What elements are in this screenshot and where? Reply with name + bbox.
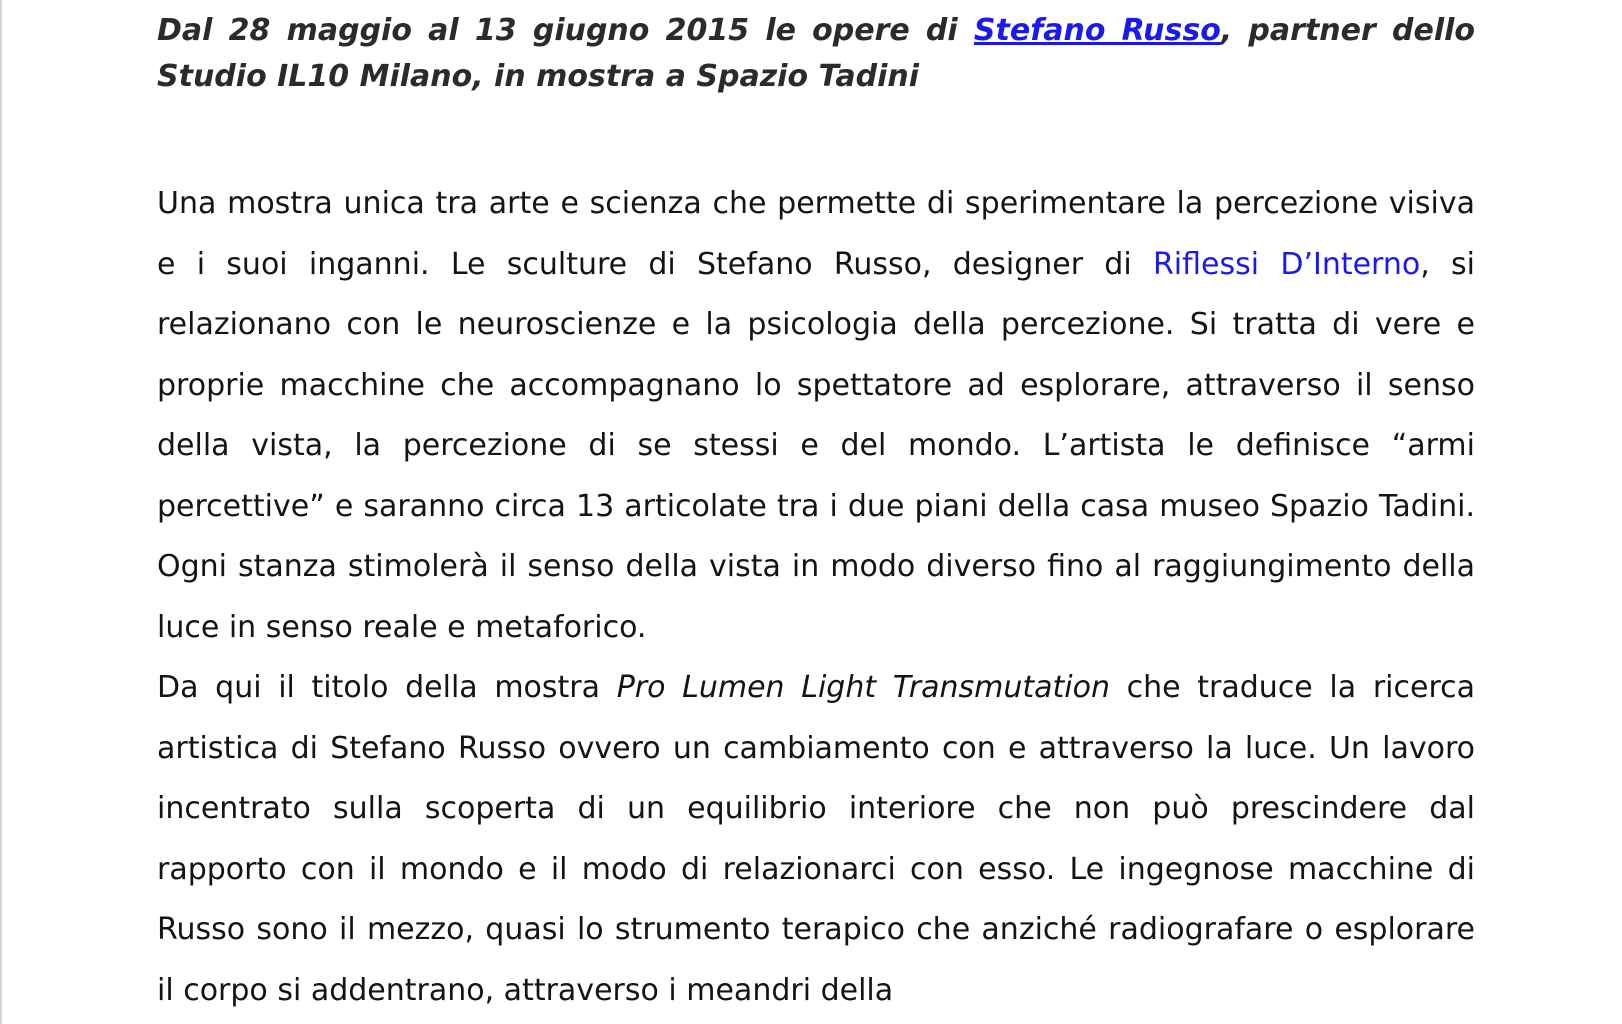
- paragraph1-part2: , si relazionano con le neuroscienze e la psicologia della percezione. Si tratta di vere e proprie macchine che accompagnano lo spettatore ad esplorare, attraverso il senso della vista, la percezione di se stessi e del mondo. L’artista le definisce “armi percettive” e saranno circa 13 articolate tra i due piani della casa museo Spazio Tadini. Ogni stanza stimolerà il senso della vista in modo diverso fino al raggiungimento della luce in senso reale e metaforico.: [157, 246, 1475, 645]
- intro-heading: [157, 8, 1475, 100]
- exhibition-title: Pro Lumen Light Transmutation: [616, 670, 1110, 705]
- paragraph1-part1: Una mostra unica tra arte e scienza che permette di sperimentare la percezione visiva e i suoi inganni. Le sculture di Stefano Russo, designer di: [157, 186, 1475, 282]
- intro-suffix: , partner dello Studio IL10 Milano, in mostra a Spazio Tadini: [157, 13, 1475, 94]
- paragraph2-part1: Da qui il titolo della mostra: [157, 670, 617, 705]
- paragraph-exhibition-title: [157, 658, 1475, 1021]
- stefano-russo-link[interactable]: Stefano Russo: [973, 13, 1221, 48]
- paragraph2-part2: che traduce la ricerca artistica di Stefano Russo ovvero un cambiamento con e attraverso la luce. Un lavoro incentrato sulla scoperta di un equilibrio interiore che non può prescindere dal rapporto con il mondo e il modo di relazionarci con esso. Le ingegnose macchine di Russo sono il mezzo, quasi lo strumento terapico che anziché radiografare o esplorare il corpo si addentrano, attraverso i meandri della: [157, 670, 1475, 1008]
- intro-prefix: Dal 28 maggio al 13 giugno 2015 le opere di: [157, 13, 974, 48]
- document-content: [157, 8, 1475, 1021]
- paragraph-exhibition-description: [157, 174, 1475, 658]
- riflessi-dinterno-link[interactable]: Riflessi D’Interno: [1152, 246, 1421, 282]
